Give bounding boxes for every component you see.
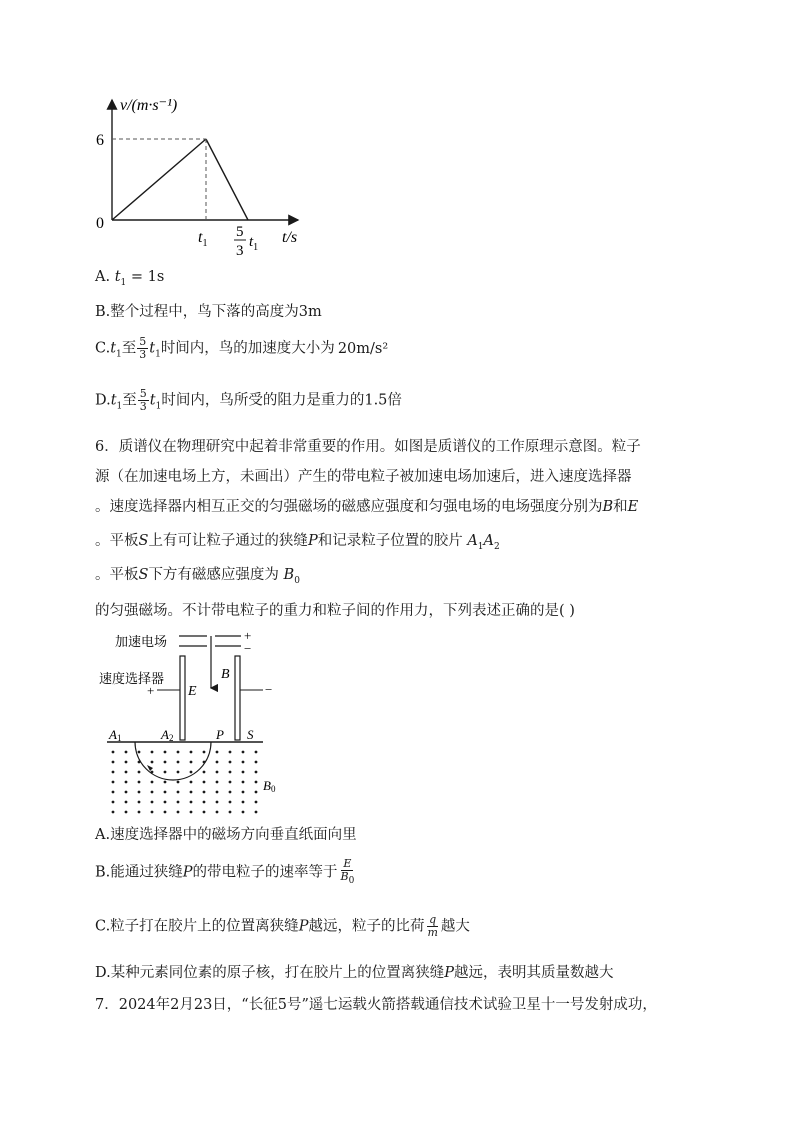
mass-spectrometer-diagram: [95, 628, 295, 816]
field-dot: [177, 801, 180, 804]
field-dot: [242, 781, 245, 784]
field-dot: [151, 761, 154, 764]
field-dot: [190, 791, 193, 794]
selector-plate-left: [180, 656, 185, 740]
field-dot: [255, 791, 258, 794]
velocity-time-graph: [90, 90, 320, 265]
q6-line-1: 6．质谱仪在物理研究中起着非常重要的作用。如图是质谱仪的工作原理示意图。粒子: [95, 439, 641, 455]
B-field-label: B: [221, 667, 230, 682]
field-dot: [203, 811, 206, 814]
field-dot: [190, 781, 193, 784]
field-dot: [125, 811, 128, 814]
accel-plus-sign: +: [244, 628, 252, 643]
q6-option-d[interactable]: D.某种元素同位素的原子核，打在胶片上的位置离狭缝P越远，表明其质量数越大: [95, 965, 614, 981]
y-axis-label: v/(m·s⁻¹): [120, 97, 178, 114]
q6-option-b[interactable]: B.能通过狭缝P的带电粒子的速率等于 $\frac{E}{B_0}$: [95, 857, 355, 887]
field-dot: [242, 791, 245, 794]
field-dot: [216, 801, 219, 804]
field-dot: [112, 781, 115, 784]
field-dot: [138, 801, 141, 804]
field-dot: [242, 801, 245, 804]
velocity-selector-label: 速度选择器: [99, 671, 165, 686]
field-dot: [203, 791, 206, 794]
q6-line-3: 。速度选择器内相互正交的匀强磁场的磁感应强度和匀强电场的电场强度分别为B和E: [95, 499, 639, 515]
field-dot: [242, 751, 245, 754]
y-tick-6: 6: [96, 132, 104, 149]
q6-line-6: 的匀强磁场。不计带电粒子的重力和粒子间的作用力，下列表述正确的是( ): [95, 603, 575, 619]
field-dot: [125, 761, 128, 764]
field-dot: [112, 761, 115, 764]
field-dot: [255, 771, 258, 774]
field-dot: [138, 811, 141, 814]
q6-option-a[interactable]: A.速度选择器中的磁场方向垂直纸面向里: [95, 827, 357, 843]
field-dot: [242, 761, 245, 764]
field-dot: [190, 771, 193, 774]
frac-numerator: 5: [236, 224, 244, 240]
particle-trajectory-arc: [135, 742, 211, 780]
t1-label: $t_1$: [198, 229, 208, 249]
field-dot: [112, 791, 115, 794]
q6-option-c[interactable]: C.粒子打在胶片上的位置离狭缝P越远，粒子的比荷 $\frac{q}{m}$ 越大: [95, 913, 470, 939]
magnetic-field-dots: [112, 751, 258, 814]
A1-label: A1: [109, 727, 122, 743]
field-dot: [242, 771, 245, 774]
field-dot: [151, 751, 154, 754]
field-dot: [112, 801, 115, 804]
field-dot: [229, 781, 232, 784]
field-dot: [190, 801, 193, 804]
frac-denominator: 3: [236, 243, 244, 259]
field-dot: [216, 751, 219, 754]
P-label: P: [216, 727, 224, 742]
field-dot: [229, 751, 232, 754]
field-dot: [216, 761, 219, 764]
field-dot: [177, 771, 180, 774]
q7-line-1: 7．2024年2月23日，“长征5号”遥七运载火箭搭载通信技术试验卫星十一号发射成功，: [95, 997, 657, 1013]
field-dot: [164, 751, 167, 754]
field-dot: [203, 781, 206, 784]
frac-t1-label: $t_1$: [249, 234, 259, 253]
field-dot: [203, 751, 206, 754]
S-label: S: [247, 727, 254, 742]
field-dot: [138, 791, 141, 794]
field-dot: [151, 801, 154, 804]
field-dot: [229, 811, 232, 814]
field-dot: [255, 811, 258, 814]
field-dot: [164, 761, 167, 764]
field-dot: [164, 771, 167, 774]
field-dot: [255, 781, 258, 784]
origin-label: 0: [96, 215, 104, 232]
q6-line-4: 。平板S上有可让粒子通过的狭缝P和记录粒子位置的胶片 $A_1A_2$: [95, 533, 500, 552]
field-dot: [177, 761, 180, 764]
accel-minus-sign: −: [244, 641, 252, 656]
field-dot: [190, 761, 193, 764]
field-dot: [216, 771, 219, 774]
field-dot: [255, 801, 258, 804]
q6-line-2: 源（在加速电场上方，未画出）产生的带电粒子被加速电场加速后，进入速度选择器: [95, 469, 632, 485]
field-dot: [177, 781, 180, 784]
field-dot: [190, 811, 193, 814]
field-dot: [203, 771, 206, 774]
q5-option-d[interactable]: $D.t_1$至 $\frac{5}{3}$ $t_1$时间内，鸟所受的阻力是重力的1.5倍: [95, 387, 402, 413]
field-dot: [112, 771, 115, 774]
field-dot: [138, 751, 141, 754]
field-dot: [151, 771, 154, 774]
B0-label: B0: [263, 778, 276, 794]
q5-option-c[interactable]: $C.t_1$至 $\frac{5}{3}$ $t_1$时间内，鸟的加速度大小为 20m/s²: [95, 335, 389, 361]
x-axis-label: t/s: [282, 229, 298, 246]
field-dot: [125, 781, 128, 784]
field-dot: [203, 761, 206, 764]
field-dot: [229, 771, 232, 774]
field-dot: [164, 811, 167, 814]
field-dot: [112, 811, 115, 814]
q5-option-b[interactable]: B.整个过程中，鸟下落的高度为3m: [95, 304, 322, 320]
field-dot: [164, 801, 167, 804]
q5-option-a[interactable]: A. $t_1 = 1s$: [95, 269, 165, 288]
field-dot: [138, 761, 141, 764]
field-dot: [125, 791, 128, 794]
selector-minus-sign: −: [265, 682, 273, 697]
selector-plate-right: [235, 656, 240, 740]
A2-label: A2: [161, 727, 174, 743]
field-dot: [229, 801, 232, 804]
field-dot: [177, 811, 180, 814]
field-dot: [125, 771, 128, 774]
field-dot: [125, 801, 128, 804]
field-dot: [177, 791, 180, 794]
field-dot: [190, 751, 193, 754]
field-dot: [112, 751, 115, 754]
field-dot: [138, 771, 141, 774]
field-dot: [216, 791, 219, 794]
field-dot: [177, 751, 180, 754]
field-dot: [255, 761, 258, 764]
velocity-line-rise: [112, 139, 206, 220]
field-dot: [229, 791, 232, 794]
field-dot: [164, 791, 167, 794]
field-dot: [216, 781, 219, 784]
field-dot: [151, 811, 154, 814]
field-dot: [242, 811, 245, 814]
field-dot: [125, 751, 128, 754]
field-dot: [151, 781, 154, 784]
E-field-label: E: [188, 684, 197, 699]
accel-field-label: 加速电场: [115, 634, 168, 649]
field-dot: [255, 751, 258, 754]
velocity-line-fall: [206, 139, 248, 220]
q6-line-5: 。平板S下方有磁感应强度为 $B_0$: [95, 567, 300, 586]
selector-plus-sign: +: [147, 683, 155, 698]
field-dot: [164, 781, 167, 784]
field-dot: [138, 781, 141, 784]
field-dot: [151, 791, 154, 794]
field-dot: [229, 761, 232, 764]
field-dot: [203, 801, 206, 804]
field-dot: [216, 811, 219, 814]
